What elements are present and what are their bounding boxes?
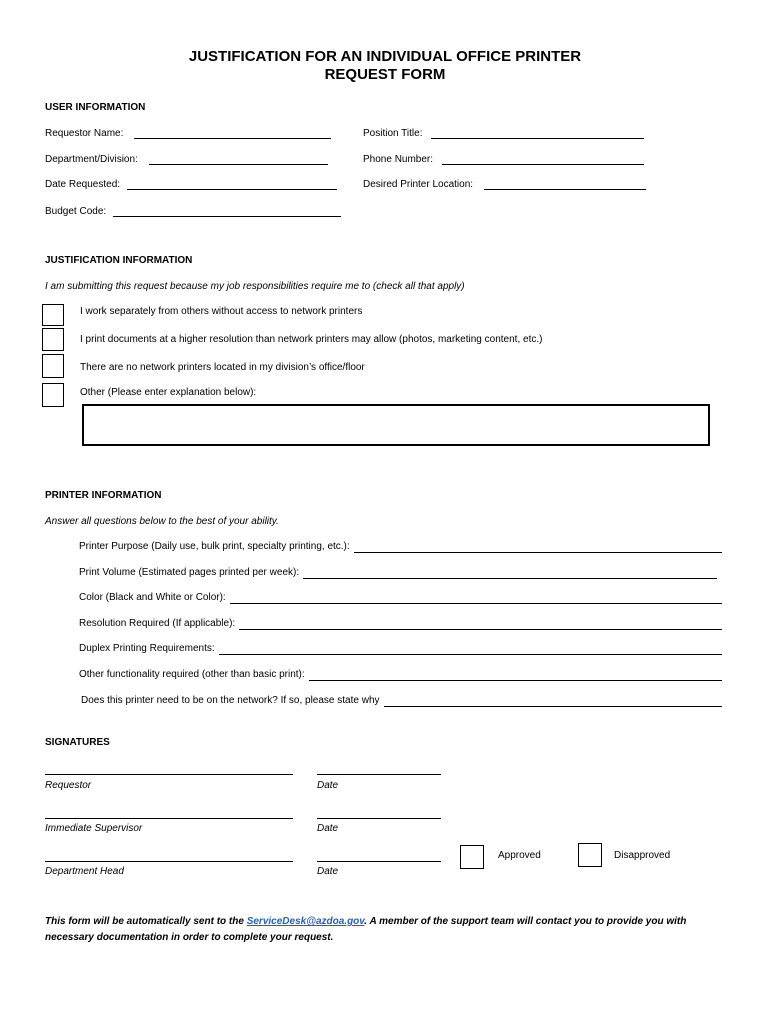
date-requested-label: Date Requested: [45,179,121,190]
printer-question-row [81,695,722,707]
desired-location-field[interactable] [484,178,646,190]
justification-heading: JUSTIFICATION INFORMATION [45,255,193,266]
phone-field[interactable] [442,153,644,165]
user-info-heading: USER INFORMATION [45,102,146,113]
option-separate-work: I work separately from others without access to network printers [80,306,363,317]
service-desk-email-link[interactable]: ServiceDesk@azdoa.gov [246,916,365,927]
desired-location-label: Desired Printer Location: [363,179,474,190]
printer-question-row [79,592,722,604]
option-no-network-printer: There are no network printers located in my division’s office/floor [80,362,365,373]
form-title-line2: REQUEST FORM [324,66,446,83]
phone-label: Phone Number: [363,154,434,165]
justification-intro: I am submitting this request because my job responsibilities require me to (check all that apply) [45,281,465,292]
option-high-resolution: I print documents at a higher resolution than network printers may allow (photos, marketing content, etc.) [80,334,543,345]
printer-question-row [79,541,722,553]
printer-purpose-field[interactable] [354,541,722,553]
checkbox-separate-work[interactable] [42,304,64,326]
requestor-date-line[interactable] [317,774,441,775]
checkbox-no-network-printer[interactable] [42,354,64,378]
requestor-name-label: Requestor Name: [45,128,124,139]
printer-question-row [79,643,722,655]
footer-note [45,914,735,946]
supervisor-date-line[interactable] [317,818,441,819]
approved-label: Approved [498,850,541,861]
other-explanation-textbox[interactable] [82,404,710,446]
printer-question-row [79,567,717,579]
desired-location-row [363,178,646,190]
footer-text-before: This form will be automatically sent to the [45,916,247,927]
requestor-name-row [45,127,331,139]
dept-head-date-label: Date [317,866,339,877]
requestor-date-label: Date [317,780,339,791]
budget-code-label: Budget Code: [45,206,107,217]
printer-info-heading: PRINTER INFORMATION [45,490,162,501]
budget-code-field[interactable] [113,205,341,217]
print-volume-label: Print Volume (Estimated pages printed per week): [79,567,300,578]
approved-checkbox[interactable] [460,845,484,869]
network-label: Does this printer need to be on the network? If so, please state why [81,695,380,706]
footer-text-after: . A member of the support team will contact you to provide you with [364,916,687,927]
position-title-label: Position Title: [363,128,423,139]
color-field[interactable] [230,592,722,604]
option-other: Other (Please enter explanation below): [80,387,257,398]
resolution-field[interactable] [239,618,722,630]
dept-head-signature-label: Department Head [45,866,124,877]
disapproved-label: Disapproved [614,850,671,861]
duplex-field[interactable] [219,643,722,655]
footer-text-line2: necessary documentation in order to complete your request. [45,932,334,943]
department-row [45,153,328,165]
other-functionality-field[interactable] [309,669,722,681]
department-label: Department/Division: [45,154,138,165]
position-title-field[interactable] [431,127,644,139]
print-volume-field[interactable] [303,567,717,579]
requestor-signature-label: Requestor [45,780,92,791]
printer-info-intro: Answer all questions below to the best of your ability. [45,516,279,527]
resolution-label: Resolution Required (If applicable): [79,618,236,629]
other-functionality-label: Other functionality required (other than basic print): [79,669,305,680]
supervisor-date-label: Date [317,823,339,834]
date-requested-field[interactable] [127,178,337,190]
date-requested-row [45,178,337,190]
disapproved-checkbox[interactable] [578,843,602,867]
budget-code-row [45,205,341,217]
supervisor-signature-line[interactable] [45,818,293,819]
printer-question-row [79,618,722,630]
dept-head-date-line[interactable] [317,861,441,862]
signatures-heading: SIGNATURES [45,737,110,748]
checkbox-other[interactable] [42,383,64,407]
department-field[interactable] [149,153,328,165]
supervisor-signature-label: Immediate Supervisor [45,823,143,834]
network-field[interactable] [384,695,722,707]
requestor-signature-line[interactable] [45,774,293,775]
form-title-line1: JUSTIFICATION FOR AN INDIVIDUAL OFFICE PRINTER [188,48,582,65]
duplex-label: Duplex Printing Requirements: [79,643,215,654]
printer-question-row [79,669,722,681]
phone-row [363,153,644,165]
requestor-name-field[interactable] [134,127,331,139]
checkbox-high-resolution[interactable] [42,328,64,351]
printer-purpose-label: Printer Purpose (Daily use, bulk print, specialty printing, etc.): [79,541,350,552]
dept-head-signature-line[interactable] [45,861,293,862]
color-label: Color (Black and White or Color): [79,592,226,603]
position-title-row [363,127,644,139]
